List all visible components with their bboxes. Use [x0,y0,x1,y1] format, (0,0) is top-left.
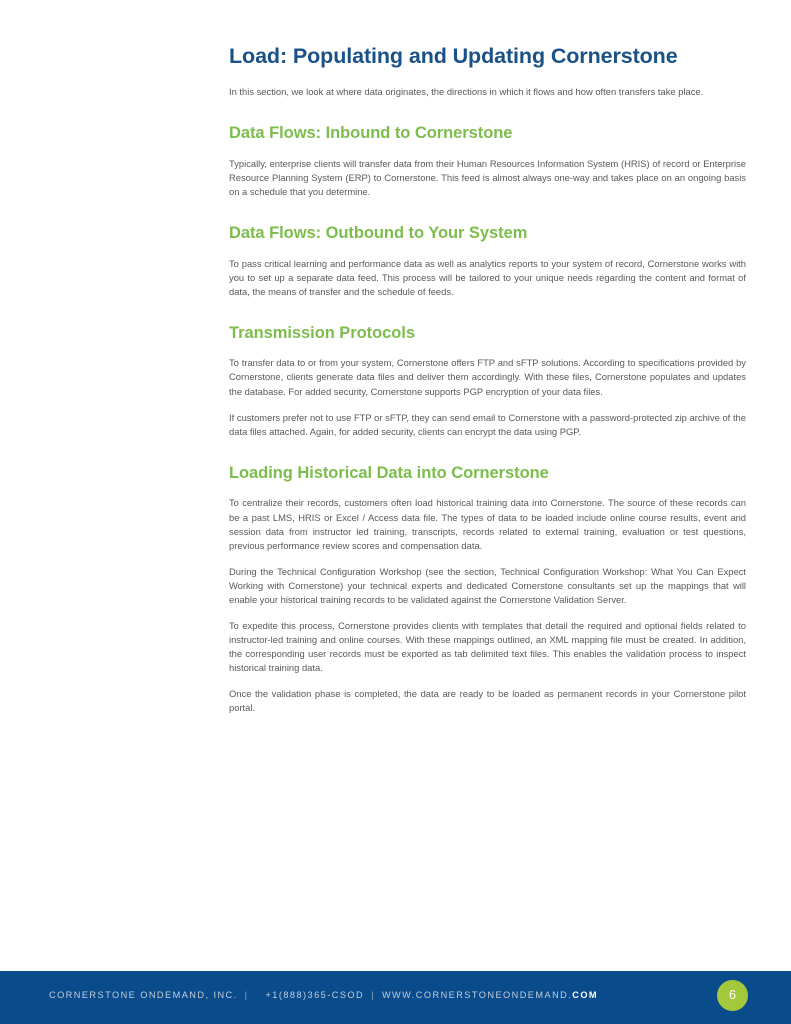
section-paragraph: To expedite this process, Cornerstone provides clients with templates that detail the required and optional fields related to instructor-led training and online courses. With these mappings outlined, an XML mapping file must be created. In addition, the corresponding user records must be exported as tab delimited text files. This enables the validation process to inspect historical training data. [229,619,746,673]
section-heading-transmission-protocols: Transmission Protocols [229,323,415,342]
section-paragraph: Once the validation phase is completed, the data are ready to be loaded as permanent records in your Cornerstone pilot portal. [229,687,746,714]
footer-phone: +1(888)365-CSOD [265,990,365,1000]
section-paragraph: Typically, enterprise clients will transfer data from their Human Resources Information System (HRIS) of record or Enterprise Resource Planning System (ERP) to Cornerstone. This feed is almost always one-way and takes place on an ongoing basis on a schedule that you determine. [229,157,746,197]
document-content [229,44,746,715]
page-footer [0,971,791,1024]
section-paragraph: During the Technical Configuration Workshop (see the section, Technical Configuration Workshop: What You Can Expect Working with Cornerstone) your technical experts and dedicated Cornerstone consultants set up the mappings that will enable your historical training records to be validated against the Cornerstone Validation Server. [229,565,746,605]
footer-separator: | [244,990,249,1000]
footer-separator: | [371,990,375,1000]
section-paragraph: To centralize their records, customers often load historical training data into Cornerstone. The source of these records can be a past LMS, HRIS or Excel / Access data file. The types of data to be loaded include online course results, event and session data from instructor led training, transcripts, records related to external training, evaluation or test questions, previous performance review scores and compensation data. [229,497,746,551]
section-paragraph: If customers prefer not to use FTP or sFTP, they can send email to Cornerstone with a password-protected zip archive of the data files attached. Again, for added security, clients can encrypt the data using PGP. [229,411,746,437]
page-title: Load: Populating and Updating Cornerstone [229,44,678,68]
page-number-badge: 6 [717,980,748,1011]
footer-website-tld: COM [572,990,599,1000]
section-paragraph: To transfer data to or from your system, Cornerstone offers FTP and sFTP solutions. According to specifications provided by Cornerstone, clients generate data files and deliver them accordingly. With these files, Cornerstone populates and updates the database. For added security, Cornerstone supports PGP encryption of your data files. [229,357,746,397]
section-heading-loading-historical-data: Loading Historical Data into Cornerstone [229,463,549,482]
footer-company-name: CORNERSTONE ONDEMAND, INC. [49,990,238,1000]
section-heading-inbound: Data Flows: Inbound to Cornerstone [229,123,513,142]
intro-paragraph: In this section, we look at where data originates, the directions in which it flows and how often transfers take place. [229,85,704,97]
footer-website: WWW.CORNERSTONEONDEMAND. [381,990,573,1000]
section-heading-outbound: Data Flows: Outbound to Your System [229,223,528,242]
footer-contact-line [49,990,598,1000]
section-paragraph: To pass critical learning and performance data as well as analytics reports to your system of record, Cornerstone works with you to set up a separate data feed. This process will be tailored to your unique needs regarding the content and format of data, the means of transfer and the schedule of feeds. [229,257,746,297]
